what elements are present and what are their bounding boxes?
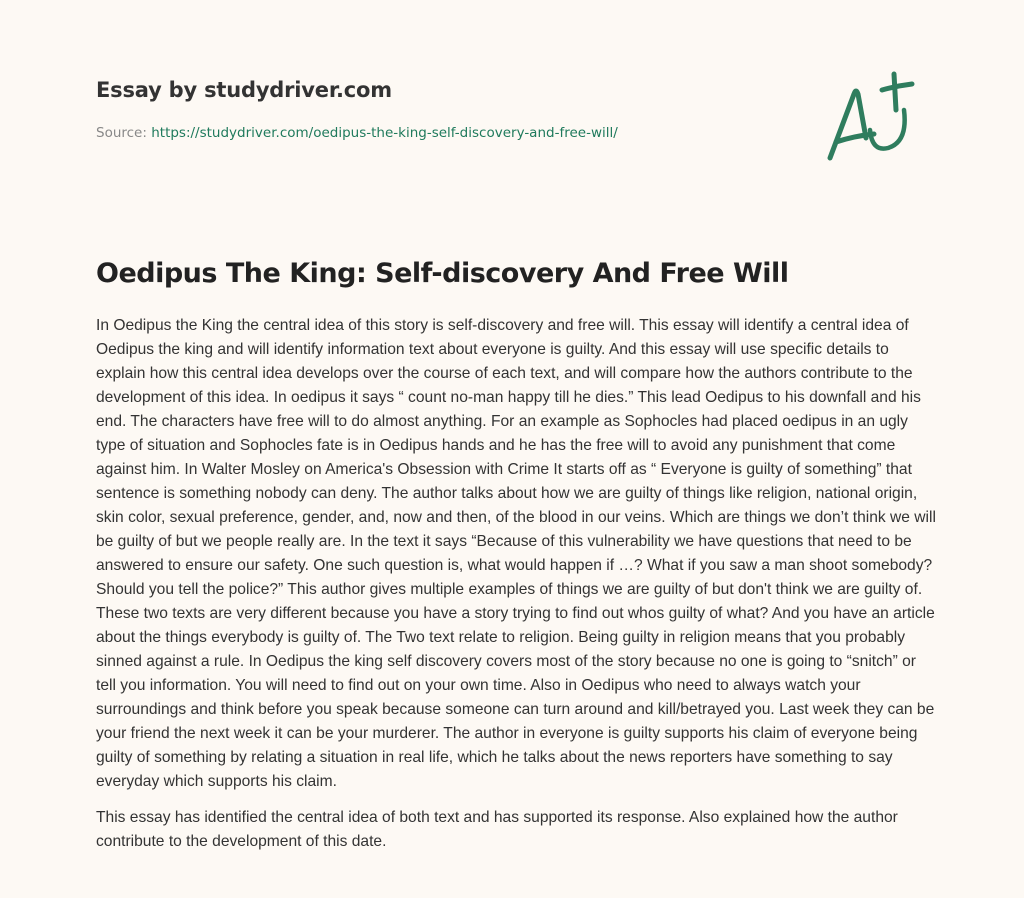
essay-paragraph: In Oedipus the King the central idea of this story is self-discovery and free will. This essay will identify a central idea of Oedipus the king and will identify information text about everyone is guilty. And this essay will use specific details to explain how this central idea develops over the course of each text, and will compare how the authors contribute to the development of this idea. In oedipus it says “ count no-man happy till he dies.” This lead Oedipus to his downfall and his end. The characters have free will to do almost anything. For an example as Sophocles had placed oedipus in an ugly type of situation and Sophocles fate is in Oedipus hands and he has the free will to avoid any punishment that come against him. In Walter Mosley on America's Obsession with Crime It starts off as “ Everyone is guilty of something” that sentence is something nobody can deny. The author talks about how we are guilty of things like religion, national origin, skin color, sexual preference, gender, and, now and then, of the blood in our veins. Which are things we don’t think we will be guilty of but we people really are. In the text it says “Because of this vulnerability we have questions that need to be answered to ensure our safety. One such question is, what would happen if …? What if you saw a man shoot somebody? Should you tell the police?” This author gives multiple examples of things we are guilty of but don't think we are guilty of. These two texts are very different because you have a story trying to find out whos guilty of what? And you have an article about the things everybody is guilty of. The Two text relate to religion. Being guilty in religion means that you probably sinned against a rule. In Oedipus the king self discovery covers most of the story because no one is going to “snitch” or tell you information. You will need to find out on your own time. Also in Oedipus who need to always watch your surroundings and think before you speak because someone can turn around and kill/betrayed you. Last week they can be your friend the next week it can be your murderer. The author in everyone is guilty supports his claim of everyone being guilty of something by relating a situation in real life, which he talks about the news reporters have something to say everyday which supports his claim. (96, 317, 936, 790)
essay-title: Oedipus The King: Self-discovery And Free Will (96, 258, 789, 289)
essay-paragraph: This essay has identified the central idea of both text and has supported its response. Also explained how the author contribute to the development of this date. (96, 809, 898, 850)
site-title: Essay by studydriver.com (96, 78, 392, 102)
a-plus-grade-icon (822, 66, 932, 166)
source-line (96, 124, 796, 142)
source-label: Source: (96, 125, 147, 141)
source-link[interactable]: https://studydriver.com/oedipus-the-king-self-discovery-and-free-will/ (151, 125, 618, 141)
essay-body (96, 314, 936, 866)
page-header (96, 76, 796, 142)
